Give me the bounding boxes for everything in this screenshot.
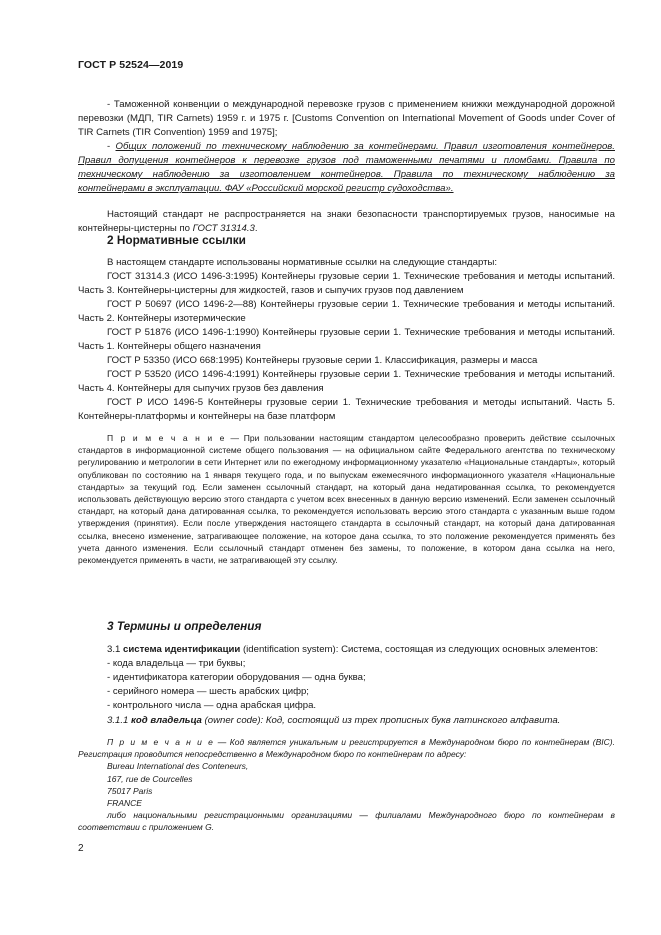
gost-31314-3-reference[interactable]: ГОСТ 31314.3 [192, 223, 255, 234]
term-name: система идентификации [123, 644, 241, 655]
list-item: - контрольного числа — одна арабская цифра. [107, 700, 317, 711]
continuation-block [78, 98, 615, 236]
reference-item: ГОСТ Р ИСО 1496-5 Контейнеры грузовые серии 1. Технические требования и методы испытаний. Часть 5. Контейнеры-платформы и контейнеры на базе платформ [78, 397, 615, 422]
references-note: П р и м е ч а н и е — При пользовании настоящим стандартом целесообразно проверить действие ссылочных стандартов в информационной системе общего пользования — на официальном сайте Федерального агентства по техническому регулированию и метрологии в сети Интернет или по ежегодному информационному указателю «Национальные стандарты», который опубликован по состоянию на 1 января текущего года, и по выпускам ежемесячного информационного указателя «Национальные стандарты» за текущий год. Если заменен ссылочный стандарт, на который дана недатированная ссылка, то рекомендуется использовать действующую версию этого стандарта с учетом всех внесенных в данную версию изменений. Если заменен ссылочный стандарт, на который дана датированная ссылка, то рекомендуется использовать версию этого стандарта с указанным выше годом утверждения (принятия). Если после утверждения настоящего стандарта в ссылочный стандарт, на который дана датированная ссылка, внесено изменение, затрагивающее положение, на которое дана ссылка, то это положение рекомендуется применять без учета данного изменения. Если ссылочный стандарт отменен без замены, то положение, в котором дана ссылка на него, рекомендуется применять в части, не затрагивающей эту ссылку. [78, 433, 615, 566]
register-rules-link[interactable]: Общих положений по техническому наблюдению за контейнерами. Правил изготовления контейнеров. Правил допущения контейнеров к перевозке грузов под таможенными печатями и пломбами. Правила по техническому наблюдению за изготовлением контейнеров. Правила по техническому наблюдению за контейнерами в эксплуатации. ФАУ «Российский морской регистр судоходства». [78, 141, 615, 194]
owner-code-note-tail: либо национальными регистрационными организациями — филиалами Международного бюро по контейнерам в соответствии с приложением G. [78, 810, 615, 833]
normative-references-block [78, 256, 615, 566]
reference-item: ГОСТ Р 51876 (ИСО 1496-1:1990) Контейнеры грузовые серии 1. Технические требования и методы испытаний. Часть 1. Контейнеры общего назначения [78, 327, 615, 352]
address-line: FRANCE [107, 798, 142, 809]
reference-item: ГОСТ Р 53350 (ИСО 668:1995) Контейнеры грузовые серии 1. Классификация, размеры и масса [107, 355, 538, 366]
list-item: - кода владельца — три буквы; [107, 658, 246, 669]
references-intro: В настоящем стандарте использованы нормативные ссылки на следующие стандарты: [107, 257, 498, 268]
terms-block [78, 643, 615, 834]
address-line: Bureau International des Conteneurs, [107, 761, 249, 772]
address-line: 167, rue de Courcelles [107, 773, 193, 784]
list-item: - серийного номера — шесть арабских цифр; [107, 686, 309, 697]
term-3-1: 3.1 система идентификации (identification system): Система, состоящая из следующих основных элементов: [107, 644, 598, 655]
owner-code-note: П р и м е ч а н и е — Код является уникальным и регистрируется в Международном бюро по контейнерам (BIC). Регистрация проводится непосредственно в Международном бюро по контейнерам по адресу: [78, 737, 615, 760]
tir-convention-item: - Таможенной конвенции о международной перевозке грузов с применением книжки международной дорожной перевозки (МДП, TIR Carnets) 1959 г. и 1975 г. [Customs Convention on International Movement of Goods under Cover of TIR Carnets (TIR Convention) 1959 and 1975]; [78, 99, 615, 138]
section-3-heading: 3 Термины и определения [107, 619, 262, 633]
list-item: - идентификатора категории оборудования — одна буква; [107, 672, 366, 683]
section-2-heading: 2 Нормативные ссылки [107, 233, 246, 247]
address-line: 75017 Paris [107, 785, 153, 796]
scope-exclusion-paragraph: Настоящий стандарт не распространяется на знаки безопасности транспортируемых грузов, наносимые на контейнеры-цистерны по ГОСТ 31314.3. [78, 209, 615, 234]
reference-item: ГОСТ Р 50697 (ИСО 1496-2—88) Контейнеры грузовые серии 1. Технические требования и методы испытаний. Часть 2. Контейнеры изотермические [78, 299, 615, 324]
term-3-1-1: 3.1.1 код владельца (owner code): Код, состоящий из трех прописных букв латинского алфавита. [107, 715, 561, 726]
note-label: П р и м е ч а н и е [107, 433, 226, 443]
term-name: код владельца [131, 715, 202, 726]
technical-supervision-item: - Общих положений по техническому наблюдению за контейнерами. Правил изготовления контейнеров. Правил допущения контейнеров к перевозке грузов под таможенными печатями и пломбами. Правила по техническому наблюдению за изготовлением контейнеров. Правила по техническому наблюдению за контейнерами в эксплуатации. ФАУ «Российский морской регистр судоходства». [78, 141, 615, 194]
bic-address [78, 760, 615, 809]
reference-item: ГОСТ Р 53520 (ИСО 1496-4:1991) Контейнеры грузовые серии 1. Технические требования и методы испытаний. Часть 4. Контейнеры для сыпучих грузов без давления [78, 369, 615, 394]
note-label: П р и м е ч а н и е [107, 737, 215, 747]
document-code-header: ГОСТ Р 52524—2019 [78, 59, 184, 71]
page-number: 2 [78, 843, 84, 854]
reference-item: ГОСТ 31314.3 (ИСО 1496-3:1995) Контейнеры грузовые серии 1. Технические требования и методы испытаний. Часть 3. Контейнеры-цистерны для жидкостей, газов и сыпучих грузов под давлением [78, 271, 615, 296]
